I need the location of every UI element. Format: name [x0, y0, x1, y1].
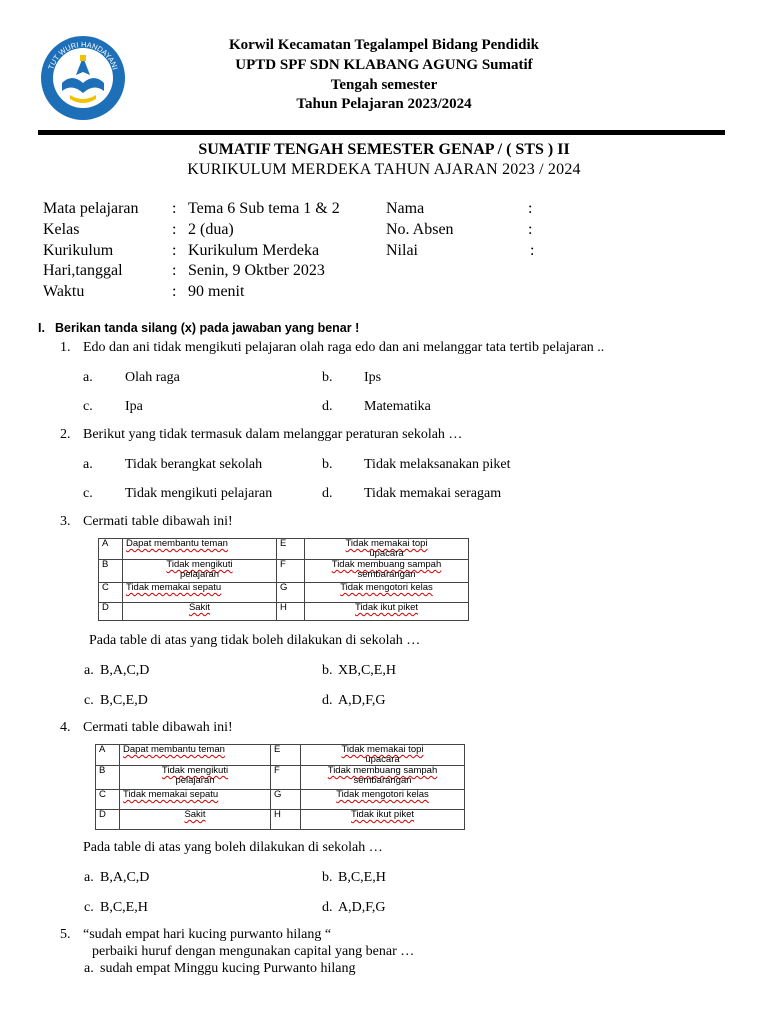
header-divider	[38, 130, 725, 135]
table-key: C	[99, 583, 123, 603]
question-text: Cermati table dibawah ini!	[83, 720, 233, 735]
table-key: H	[277, 603, 305, 621]
cell-text: Tidak membuang sampah	[331, 559, 442, 570]
info-label-absen: No. Absen	[386, 221, 454, 238]
option-key: a.	[84, 870, 94, 885]
table-key: B	[99, 560, 123, 583]
option-a[interactable]: Olah raga	[125, 370, 180, 385]
header-line-4: Tahun Pelajaran 2023/2024	[296, 96, 472, 112]
header-line-2: UPTD SPF SDN KLABANG AGUNG Sumatif	[235, 57, 533, 73]
info-colon: :	[172, 221, 177, 238]
option-a[interactable]: Tidak berangkat sekolah	[125, 457, 263, 472]
table-key: H	[271, 810, 301, 830]
info-colon: :	[172, 283, 177, 300]
option-key: a.	[84, 663, 94, 678]
option-key: d.	[322, 900, 333, 915]
option-b[interactable]: Tidak melaksanakan piket	[364, 457, 511, 472]
table-key: F	[271, 766, 301, 790]
table-row	[99, 603, 469, 621]
info-value-time: 90 menit	[188, 283, 245, 300]
cell-text: Tidak memakai topi	[345, 538, 428, 549]
cell-text: Sakit	[188, 602, 211, 613]
question-number: 3.	[60, 514, 71, 529]
info-value-class: 2 (dua)	[188, 221, 234, 238]
table-row	[96, 790, 465, 810]
exam-subtitle: KURIKULUM MERDEKA TAHUN AJARAN 2023 / 2024	[187, 161, 581, 178]
table-cell	[305, 560, 469, 583]
info-label: Mata pelajaran	[43, 200, 139, 217]
table-cell	[305, 583, 469, 603]
table-row	[96, 745, 465, 766]
cell-text: Tidak mengotori kelas	[340, 582, 433, 593]
question-text: Berikut yang tidak termasuk dalam melanggar peraturan sekolah …	[83, 427, 463, 442]
option-c[interactable]: Tidak mengikuti pelajaran	[125, 486, 273, 501]
option-a[interactable]: B,A,C,D	[100, 870, 150, 885]
table-key: E	[271, 745, 301, 766]
option-key: a.	[83, 457, 93, 472]
score-field[interactable]: :	[530, 242, 535, 259]
cell-text: upacara	[365, 754, 400, 765]
option-key: d.	[322, 693, 333, 708]
behavior-table	[95, 744, 465, 830]
table-row	[99, 539, 469, 560]
option-b[interactable]: Ips	[364, 370, 382, 385]
question-text: “sudah empat hari kucing purwanto hilang “	[83, 927, 332, 942]
option-key: c.	[83, 399, 93, 414]
table-row	[96, 766, 465, 790]
info-label: Hari,tanggal	[43, 262, 123, 279]
logo-text: TUT WURI HANDAYANI	[46, 39, 120, 71]
cell-text: upacara	[369, 548, 404, 559]
table-key: G	[271, 790, 301, 810]
cell-text: sembarangan	[357, 569, 416, 580]
table-key: D	[96, 810, 120, 830]
absen-field[interactable]: :	[528, 221, 533, 238]
cell-text: Tidak mengotori kelas	[336, 789, 429, 800]
info-colon: :	[172, 262, 177, 279]
option-c[interactable]: B,C,E,D	[100, 693, 148, 708]
cell-text: Tidak membuang sampah	[327, 765, 438, 776]
cell-text: pelajaran	[179, 569, 220, 580]
cell-text: Dapat membantu teman	[123, 744, 225, 755]
table-cell	[123, 583, 277, 603]
question-number: 1.	[60, 340, 71, 355]
table-row	[96, 810, 465, 830]
table-cell	[123, 603, 277, 621]
table-cell	[120, 790, 271, 810]
question-prompt: Pada table di atas yang boleh dilakukan di sekolah …	[83, 840, 383, 855]
table-row	[99, 560, 469, 583]
cell-text: Tidak ikut piket	[354, 602, 418, 613]
cell-text: Tidak mengikuti	[166, 559, 233, 570]
table-key: A	[99, 539, 123, 560]
table-key: E	[277, 539, 305, 560]
info-label: Kurikulum	[43, 242, 114, 259]
name-field[interactable]: :	[528, 200, 533, 217]
header-line-1: Korwil Kecamatan Tegalampel Bidang Pendidik	[228, 37, 540, 53]
option-key: b.	[322, 457, 333, 472]
info-value-curriculum: Kurikulum Merdeka	[188, 242, 320, 259]
table-cell	[301, 745, 465, 766]
info-value-date: Senin, 9 Oktber 2023	[188, 262, 325, 279]
table-cell	[120, 766, 271, 790]
section-numeral: I.	[38, 321, 45, 335]
option-d[interactable]: A,D,F,G	[338, 900, 386, 915]
cell-text: sembarangan	[353, 775, 412, 786]
table-key: B	[96, 766, 120, 790]
table-key: G	[277, 583, 305, 603]
question-text: Edo dan ani tidak mengikuti pelajaran olah raga edo dan ani melanggar tata tertib pelajaran ..	[83, 340, 605, 355]
table-cell	[301, 766, 465, 790]
option-d[interactable]: A,D,F,G	[338, 693, 386, 708]
info-value-subject: Tema 6 Sub tema 1 & 2	[188, 200, 340, 217]
option-b[interactable]: B,C,E,H	[338, 870, 386, 885]
table-cell	[120, 745, 271, 766]
option-c[interactable]: B,C,E,H	[100, 900, 148, 915]
table-key: A	[96, 745, 120, 766]
table-cell	[301, 810, 465, 830]
option-key: c.	[84, 693, 94, 708]
table-row	[99, 583, 469, 603]
option-c[interactable]: Ipa	[125, 399, 143, 414]
option-a[interactable]: sudah empat Minggu kucing Purwanto hilang	[100, 961, 356, 976]
table-key: D	[99, 603, 123, 621]
question-text: Cermati table dibawah ini!	[83, 514, 233, 529]
question-prompt: Pada table di atas yang tidak boleh dilakukan di sekolah …	[89, 633, 421, 648]
table-cell	[120, 810, 271, 830]
table-cell	[305, 539, 469, 560]
info-label-score: Nilai	[386, 242, 418, 259]
cell-text: pelajaran	[175, 775, 215, 786]
cell-text: Dapat membantu teman	[126, 538, 228, 549]
cell-text: Tidak mengikuti	[161, 765, 229, 776]
info-label-name: Nama	[386, 200, 425, 217]
cell-text: Tidak memakai topi	[341, 744, 424, 755]
option-key: a.	[84, 961, 94, 976]
table-key: F	[277, 560, 305, 583]
option-key: c.	[83, 486, 93, 501]
option-key: d.	[322, 399, 333, 414]
cell-text: Tidak ikut piket	[350, 809, 414, 820]
info-label: Waktu	[43, 283, 85, 300]
header-line-3: Tengah semester	[330, 77, 438, 93]
exam-title: SUMATIF TENGAH SEMESTER GENAP / ( STS ) II	[198, 141, 570, 158]
table-cell	[305, 603, 469, 621]
question-number: 5.	[60, 927, 71, 942]
info-colon: :	[172, 242, 177, 259]
cell-text: Sakit	[184, 809, 206, 820]
cell-text: Tidak memakai sepatu	[123, 789, 219, 800]
option-key: b.	[322, 870, 333, 885]
option-key: a.	[83, 370, 93, 385]
info-label: Kelas	[43, 221, 80, 238]
option-a[interactable]: B,A,C,D	[100, 663, 150, 678]
cell-text: Tidak memakai sepatu	[126, 582, 222, 593]
section-instruction: Berikan tanda silang (x) pada jawaban yang benar !	[55, 321, 360, 335]
question-number: 2.	[60, 427, 71, 442]
option-d[interactable]: Tidak memakai seragam	[364, 486, 502, 501]
info-colon: :	[172, 200, 177, 217]
table-cell	[123, 560, 277, 583]
behavior-table	[98, 538, 469, 621]
table-cell	[123, 539, 277, 560]
table-cell	[301, 790, 465, 810]
option-d[interactable]: Matematika	[364, 399, 431, 414]
question-number: 4.	[60, 720, 71, 735]
table-key: C	[96, 790, 120, 810]
question-text-line2: perbaiki huruf dengan mengunakan capital yang benar …	[92, 944, 415, 959]
option-key: d.	[322, 486, 333, 501]
option-key: c.	[84, 900, 94, 915]
option-key: b.	[322, 370, 333, 385]
option-b[interactable]: XB,C,E,H	[338, 663, 396, 678]
option-key: b.	[322, 663, 333, 678]
